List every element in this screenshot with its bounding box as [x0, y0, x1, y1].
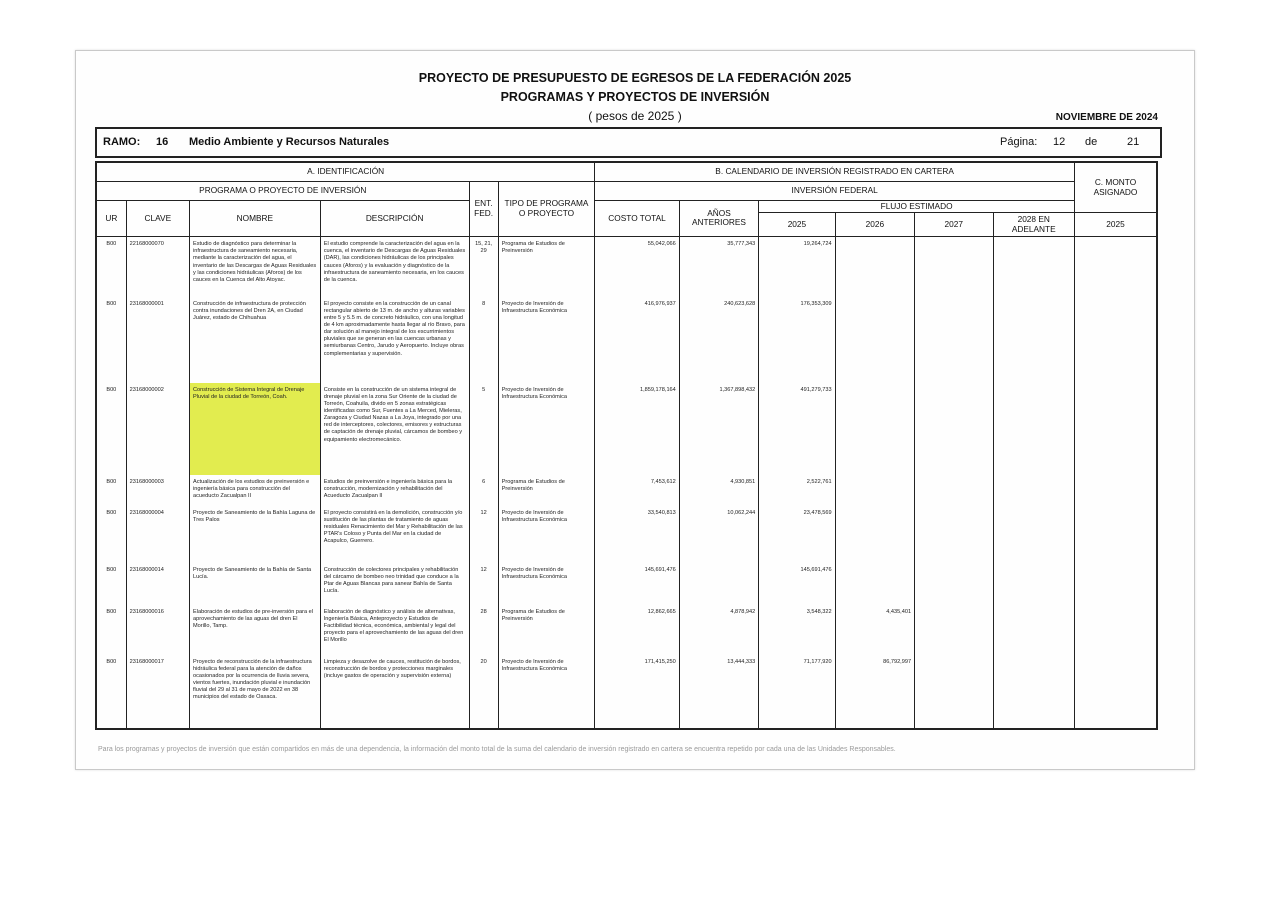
cell-clave: 23168000002 — [126, 383, 189, 475]
cell-nombre: Actualización de los estudios de preinversión e ingeniería básica para construcción del acueducto Zacualpan II — [190, 475, 321, 506]
cell-anos — [679, 563, 758, 605]
footnote: Para los programas y proyectos de inversión que están compartidos en más de una dependencia, la información del monto total de la suma del calendario de inversión registrado en cartera se encuentra repetido por cada una de las Unidades Responsables. — [98, 746, 896, 753]
cell-monto — [1074, 383, 1157, 475]
cell-nombre: Construcción de infraestructura de protección contra inundaciones del Dren 2A, en Ciudad Juárez, estado de Chihuahua — [190, 297, 321, 383]
cell-ent: 6 — [469, 475, 498, 506]
ramo-number: 16 — [156, 136, 169, 148]
group-c-header: C. MONTO ASIGNADO — [1074, 162, 1157, 213]
cell-tipo: Proyecto de Inversión de Infraestructura Económica — [498, 563, 595, 605]
cell-costo: 171,415,250 — [595, 655, 679, 729]
col-ur: UR — [96, 200, 126, 237]
cell-2026 — [835, 237, 914, 297]
cell-2027 — [915, 475, 993, 506]
cell-descripcion: Construcción de colectores principales y rehabilitación del cárcamo de bombeo neo trinidad que conduce a la Ptar de Aguas Blancas para sanear Bahía de Santa Lucía. — [320, 563, 469, 605]
currency-note: ( pesos de 2025 ) — [588, 109, 682, 123]
cell-clave: 23168000016 — [126, 605, 189, 655]
col-tipo: TIPO DE PROGRAMA O PROYECTO — [498, 181, 595, 237]
cell-anos: 10,062,244 — [679, 506, 758, 563]
cell-anos: 240,623,628 — [679, 297, 758, 383]
cell-2025: 71,177,920 — [759, 655, 835, 729]
cell-2026: 4,435,401 — [835, 605, 914, 655]
programa-header: PROGRAMA O PROYECTO DE INVERSIÓN — [96, 181, 469, 200]
table-row — [96, 605, 1157, 655]
ramo-bar — [95, 127, 1162, 158]
cell-ent: 5 — [469, 383, 498, 475]
cell-monto — [1074, 655, 1157, 729]
cell-tipo: Proyecto de Inversión de Infraestructura Económica — [498, 655, 595, 729]
cell-clave: 23168000003 — [126, 475, 189, 506]
cell-2028 — [993, 506, 1074, 563]
cell-2026 — [835, 383, 914, 475]
cell-monto — [1074, 506, 1157, 563]
cell-2026 — [835, 563, 914, 605]
flujo-estimado-header: FLUJO ESTIMADO — [759, 200, 1075, 213]
document-page — [75, 50, 1195, 770]
cell-nombre: Proyecto de reconstrucción de la infraestructura hidráulica federal para la atención de daños ocasionados por la ocurrencia de lluvia severa, vientos fuertes, inundación pluvial e inundación fluvial del 29 al 31 de mayo de 2022 en 38 municipios del estado de Oaxaca. — [190, 655, 321, 729]
page-label: Página: — [1000, 136, 1038, 148]
col-2027: 2027 — [915, 213, 993, 237]
cell-ur: B00 — [96, 383, 126, 475]
cell-tipo: Programa de Estudios de Preinversión — [498, 237, 595, 297]
page-total: 21 — [1127, 136, 1140, 148]
cell-costo: 12,862,665 — [595, 605, 679, 655]
cell-2025: 145,691,476 — [759, 563, 835, 605]
cell-2026 — [835, 506, 914, 563]
group-b-header: B. CALENDARIO DE INVERSIÓN REGISTRADO EN CARTERA — [595, 162, 1075, 181]
cell-descripcion: El proyecto consiste en la construcción de un canal rectangular abierto de 13 m. de ancho y alturas variables entre 5 y 5.5 m. de concreto hidráulico, con una longitud de 4 km aproximadamente hasta llegar al río Bravo, para dar solución al manejo integral de los escurrimientos pluviales que se generan en las cuencas urbanas y semiurbanas Centro, Jarudo y Aeropuerto. Incluye obras complementarias y supervisión. — [320, 297, 469, 383]
cell-2028 — [993, 297, 1074, 383]
cell-ur: B00 — [96, 563, 126, 605]
cell-ent: 8 — [469, 297, 498, 383]
cell-clave: 23168000001 — [126, 297, 189, 383]
cell-descripcion: El estudio comprende la caracterización del agua en la cuenca, el inventario de Descargas de Aguas Residuales (DAR), las condiciones hidráulicas de los principales cauces (Aforos) y la evaluación y diagnóstico de la infraestructura de saneamiento necesaria, en los cauces de la cuenca. — [320, 237, 469, 297]
cell-descripcion: Estudios de preinversión e ingeniería básica para la construcción, modernización y rehabilitación del Acueducto Zacualpan II — [320, 475, 469, 506]
investment-table — [95, 161, 1158, 730]
cell-2025: 176,353,309 — [759, 297, 835, 383]
table-row — [96, 383, 1157, 475]
col-nombre: NOMBRE — [190, 200, 321, 237]
cell-costo: 7,453,612 — [595, 475, 679, 506]
cell-clave: 23168000014 — [126, 563, 189, 605]
cell-monto — [1074, 563, 1157, 605]
cell-ent: 15, 21, 29 — [469, 237, 498, 297]
cell-tipo: Proyecto de Inversión de Infraestructura Económica — [498, 383, 595, 475]
cell-clave: 23168000004 — [126, 506, 189, 563]
cell-tipo: Programa de Estudios de Preinversión — [498, 605, 595, 655]
cell-2026: 86,792,997 — [835, 655, 914, 729]
cell-descripcion: Elaboración de diagnóstico y análisis de alternativas, Ingeniería Básica, Anteproyecto y Estudios de Factibilidad técnica, económica, ambiental y legal del proyecto para el aprovechamiento de las aguas del dren El Morillo — [320, 605, 469, 655]
cell-tipo: Proyecto de Inversión de Infraestructura Económica — [498, 297, 595, 383]
cell-nombre: Proyecto de Saneamiento de la Bahía de Santa Lucía. — [190, 563, 321, 605]
cell-costo: 416,976,937 — [595, 297, 679, 383]
col-2025: 2025 — [759, 213, 835, 237]
cell-2028 — [993, 237, 1074, 297]
ramo-name: Medio Ambiente y Recursos Naturales — [189, 136, 390, 148]
cell-2027 — [915, 605, 993, 655]
col-clave: CLAVE — [126, 200, 189, 237]
cell-ur: B00 — [96, 506, 126, 563]
cell-ent: 12 — [469, 563, 498, 605]
cell-2025: 2,522,761 — [759, 475, 835, 506]
cell-anos: 4,930,851 — [679, 475, 758, 506]
page-number: 12 — [1053, 136, 1066, 148]
table-row — [96, 475, 1157, 506]
cell-nombre-highlighted: Construcción de Sistema Integral de Drenaje Pluvial de la ciudad de Torreón, Coah. — [190, 383, 321, 475]
cell-descripcion: El proyecto consistirá en la demolición, construcción y/o sustitución de las plantas de tratamiento de aguas residuales Renacimiento del Mar y Rehabilitación de las PTAR's Coloso y Punta del Mar en la ciudad de Acapulco, Guerrero. — [320, 506, 469, 563]
cell-2027 — [915, 655, 993, 729]
document-date: NOVIEMBRE DE 2024 — [1055, 112, 1158, 123]
cell-nombre: Estudio de diagnóstico para determinar la infraestructura de saneamiento necesaria, mediante la caracterización del agua, el inventario de las Descargas de Aguas Residuales y las condiciones hidráulicas (Aforos) de los cauces en la Cuenca del Alto Atoyac. — [190, 237, 321, 297]
cell-anos: 1,367,898,432 — [679, 383, 758, 475]
cell-ur: B00 — [96, 297, 126, 383]
cell-ur: B00 — [96, 605, 126, 655]
col-descripcion: DESCRIPCIÓN — [320, 200, 469, 237]
document-subtitle: PROGRAMAS Y PROYECTOS DE INVERSIÓN — [500, 90, 770, 104]
cell-descripcion: Consiste en la construcción de un sistema integral de drenaje pluvial en la zona Sur Oriente de la ciudad de Torreón, Coahuila, divido en 5 zonas estratégicas identificadas como Sur, Fuentes a La Merced, Mieleras, Zaragoza y Ciudad Nazas a La Joya, integrado por una red de interceptores, colectores, emisores y estructuras de captación de drenaje pluvial, cárcamos de bombeo y equipamiento electromecánico. — [320, 383, 469, 475]
col-2026: 2026 — [835, 213, 914, 237]
cell-costo: 55,042,066 — [595, 237, 679, 297]
cell-ent: 20 — [469, 655, 498, 729]
page-of-label: de — [1085, 136, 1098, 148]
cell-costo: 1,859,178,164 — [595, 383, 679, 475]
cell-2026 — [835, 475, 914, 506]
cell-costo: 145,691,476 — [595, 563, 679, 605]
cell-monto — [1074, 237, 1157, 297]
cell-ur: B00 — [96, 237, 126, 297]
cell-nombre: Elaboración de estudios de pre-inversión para el aprovechamiento de las aguas del dren El Morillo, Tamp. — [190, 605, 321, 655]
cell-2028 — [993, 605, 1074, 655]
cell-monto — [1074, 475, 1157, 506]
cell-2028 — [993, 563, 1074, 605]
document-title: PROYECTO DE PRESUPUESTO DE EGRESOS DE LA FEDERACIÓN 2025 — [418, 71, 852, 85]
cell-clave: 23168000017 — [126, 655, 189, 729]
col-2028-en-adelante: 2028 EN ADELANTE — [993, 213, 1074, 237]
cell-2027 — [915, 506, 993, 563]
cell-clave: 22168000070 — [126, 237, 189, 297]
cell-2027 — [915, 237, 993, 297]
cell-2026 — [835, 297, 914, 383]
table-row — [96, 297, 1157, 383]
cell-ent: 28 — [469, 605, 498, 655]
cell-2028 — [993, 655, 1074, 729]
cell-2025: 23,478,569 — [759, 506, 835, 563]
cell-2028 — [993, 383, 1074, 475]
col-anos-anteriores: AÑOS ANTERIORES — [679, 200, 758, 237]
ramo-label: RAMO: — [103, 136, 141, 148]
cell-2027 — [915, 383, 993, 475]
table-row — [96, 237, 1157, 297]
inversion-federal-header: INVERSIÓN FEDERAL — [595, 181, 1075, 200]
cell-2025: 3,548,322 — [759, 605, 835, 655]
cell-costo: 33,540,813 — [595, 506, 679, 563]
cell-anos: 4,878,942 — [679, 605, 758, 655]
cell-nombre: Proyecto de Saneamiento de la Bahía Laguna de Tres Palos — [190, 506, 321, 563]
cell-2025: 491,279,733 — [759, 383, 835, 475]
cell-tipo: Programa de Estudios de Preinversión — [498, 475, 595, 506]
group-a-header: A. IDENTIFICACIÓN — [96, 162, 595, 181]
col-ent-fed: ENT. FED. — [469, 181, 498, 237]
cell-2028 — [993, 475, 1074, 506]
cell-ent: 12 — [469, 506, 498, 563]
cell-descripcion: Limpieza y desazolve de cauces, restitución de bordos, reconstrucción de bordos y protecciones marginales (incluye gastos de operación y supervisión externa) — [320, 655, 469, 729]
table-row — [96, 506, 1157, 563]
cell-monto — [1074, 297, 1157, 383]
cell-2027 — [915, 563, 993, 605]
cell-2027 — [915, 297, 993, 383]
cell-tipo: Proyecto de Inversión de Infraestructura Económica — [498, 506, 595, 563]
table-row — [96, 655, 1157, 729]
table-row — [96, 563, 1157, 605]
cell-ur: B00 — [96, 475, 126, 506]
col-costo-total: COSTO TOTAL — [595, 200, 679, 237]
col-monto-2025: 2025 — [1074, 213, 1157, 237]
cell-anos: 35,777,343 — [679, 237, 758, 297]
cell-monto — [1074, 605, 1157, 655]
cell-2025: 19,264,724 — [759, 237, 835, 297]
cell-anos: 13,444,333 — [679, 655, 758, 729]
cell-ur: B00 — [96, 655, 126, 729]
